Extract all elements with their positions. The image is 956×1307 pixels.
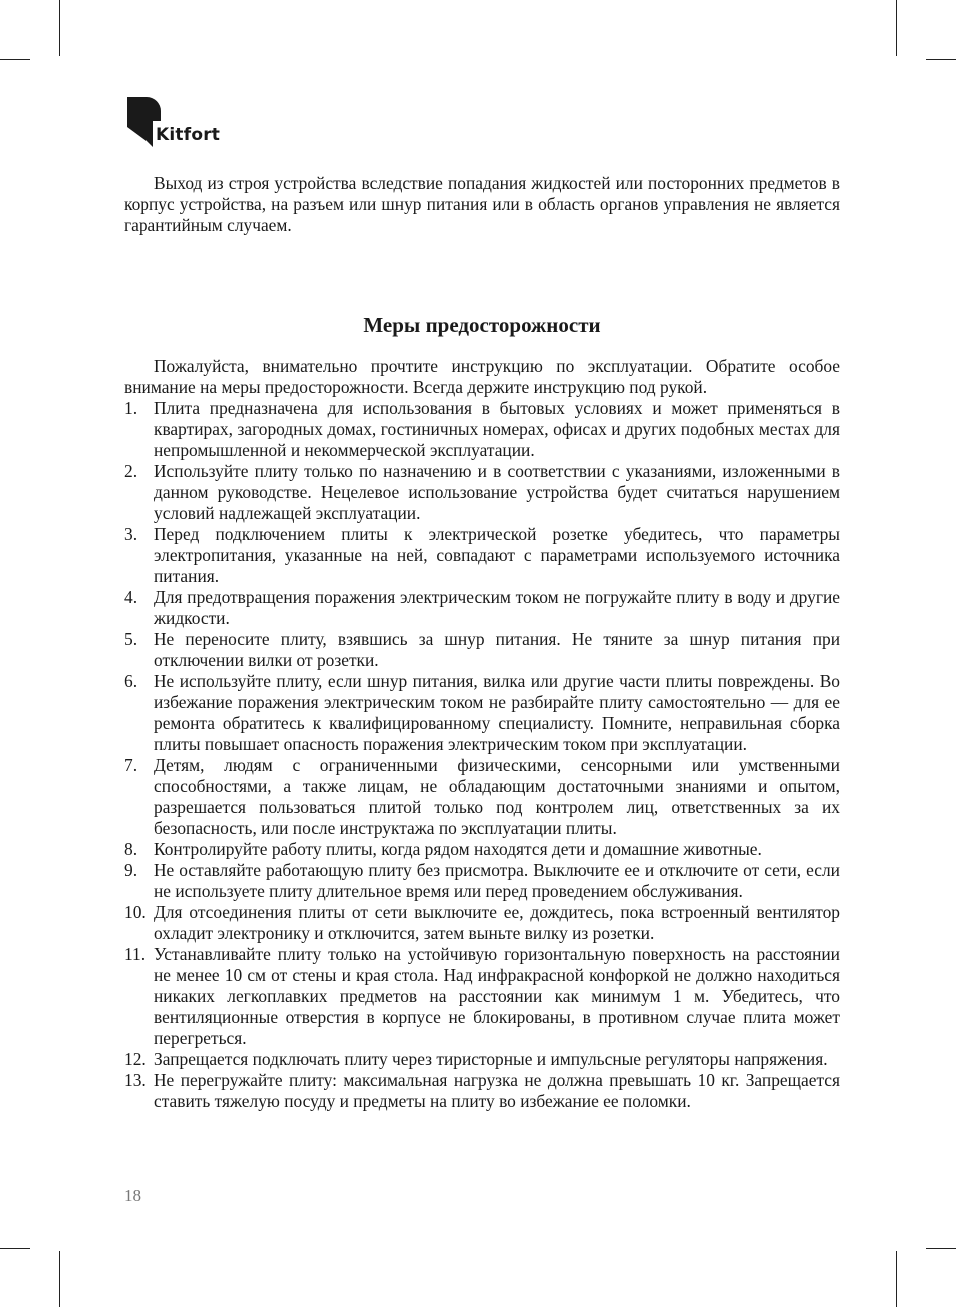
- crop-mark: [0, 1248, 30, 1249]
- crop-mark: [926, 1248, 956, 1249]
- list-item: [124, 398, 840, 461]
- list-item: [124, 902, 840, 944]
- warranty-note: Выход из строя устройства вследствие попадания жидкостей или посторонних предметов в корпус устройства, на разъем или шнур питания или в область органов управления не является гарантийным случаем.: [124, 173, 840, 235]
- crop-mark: [59, 1251, 60, 1307]
- item-number: 7.: [124, 755, 138, 775]
- logo-text: Kitfort: [156, 125, 221, 145]
- item-number: 5.: [124, 629, 138, 649]
- list-item: [124, 755, 840, 839]
- list-item: [124, 944, 840, 1049]
- item-number: 12.: [124, 1049, 146, 1069]
- item-text: Устанавливайте плиту только на устойчивую горизонтальную поверхность на расстоянии не менее 10 см от стены и края стола. Над инфракрасной конфоркой не должно находиться никаких легкоплавких предметов на расстоянии как минимум 1 м. Убедитесь, что вентиляционные отверстия в корпусе не блокированы, в противном случае плита может перегреться.: [154, 944, 840, 1048]
- item-text: Для предотвращения поражения электрическим током не погружайте плиту в воду и другие жидкости.: [154, 587, 840, 628]
- crop-mark: [926, 59, 956, 60]
- item-number: 11.: [124, 944, 146, 964]
- item-text: Не перегружайте плиту: максимальная нагрузка не должна превышать 10 кг. Запрещается ставить тяжелую посуду и предметы на плиту во избежание ее поломки.: [154, 1070, 840, 1111]
- section-lead: Пожалуйста, внимательно прочтите инструкцию по эксплуатации. Обратите особое внимание на меры предосторожности. Всегда держите инструкцию под рукой.: [124, 356, 840, 397]
- list-item: [124, 461, 840, 524]
- item-text: Не переносите плиту, взявшись за шнур питания. Не тяните за шнур питания при отключении вилки от розетки.: [154, 629, 840, 670]
- list-item: [124, 524, 840, 587]
- item-text: Контролируйте работу плиты, когда рядом находятся дети и домашние животные.: [154, 839, 762, 859]
- item-number: 3.: [124, 524, 138, 544]
- list-item: [124, 860, 840, 902]
- item-text: Для отсоединения плиты от сети выключите ее, дождитесь, пока встроенный вентилятор охладит электронику и отключится, затем выньте вилку из розетки.: [154, 902, 840, 943]
- item-text: Перед подключением плиты к электрической розетке убедитесь, что параметры электропитания, указанные на ней, совпадают с параметрами используемого источника питания.: [154, 524, 840, 586]
- page-number: 18: [124, 1186, 141, 1205]
- crop-mark: [896, 0, 897, 56]
- item-number: 2.: [124, 461, 138, 481]
- item-number: 4.: [124, 587, 138, 607]
- item-text: Не оставляйте работающую плиту без присмотра. Выключите ее и отключите от сети, если не используете плиту длительное время или перед проведением обслуживания.: [154, 860, 840, 901]
- kitfort-logo: [127, 97, 237, 153]
- list-item: [124, 1070, 840, 1112]
- list-item: [124, 629, 840, 671]
- page-content: [124, 173, 840, 1112]
- item-text: Плита предназначена для использования в бытовых условиях и может применяться в квартирах, загородных домах, гостиничных номерах, офисах и других подобных местах для непромышленной и некоммерческой эксплуатации.: [154, 398, 840, 460]
- item-text: Не используйте плиту, если шнур питания, вилка или другие части плиты повреждены. Во избежание поражения электрическим током не разбирайте плиту самостоятельно — для ее ремонта обратитесь к квалифицированному специалисту. Помните, неправильная сборка плиты повышает опасность поражения электрическим током при эксплуатации.: [154, 671, 840, 754]
- item-number: 9.: [124, 860, 138, 880]
- precautions-list: [124, 398, 840, 1112]
- item-number: 6.: [124, 671, 138, 691]
- item-number: 1.: [124, 398, 138, 418]
- list-item: [124, 587, 840, 629]
- item-text: Используйте плиту только по назначению и в соответствии с указаниями, изложенными в данном руководстве. Нецелевое использование устройства будет считаться нарушением условий надлежащей эксплуатации.: [154, 461, 840, 523]
- list-item: [124, 671, 840, 755]
- crop-mark: [59, 0, 60, 56]
- crop-mark: [896, 1251, 897, 1307]
- section-title: Меры предосторожности: [363, 313, 601, 337]
- crop-mark: [0, 59, 30, 60]
- item-number: 8.: [124, 839, 138, 859]
- list-item: [124, 1049, 840, 1070]
- list-item: [124, 839, 840, 860]
- item-text: Детям, людям с ограниченными физическими, сенсорными или умственными способностями, а также лицам, не обладающим достаточными знаниями и опытом, разрешается пользоваться плитой только под контролем лиц, ответственных за их безопасность, или после инструктажа по эксплуатации плиты.: [154, 755, 840, 838]
- item-number: 10.: [124, 902, 146, 922]
- item-number: 13.: [124, 1070, 146, 1090]
- item-text: Запрещается подключать плиту через тиристорные и импульсные регуляторы напряжения.: [154, 1049, 828, 1069]
